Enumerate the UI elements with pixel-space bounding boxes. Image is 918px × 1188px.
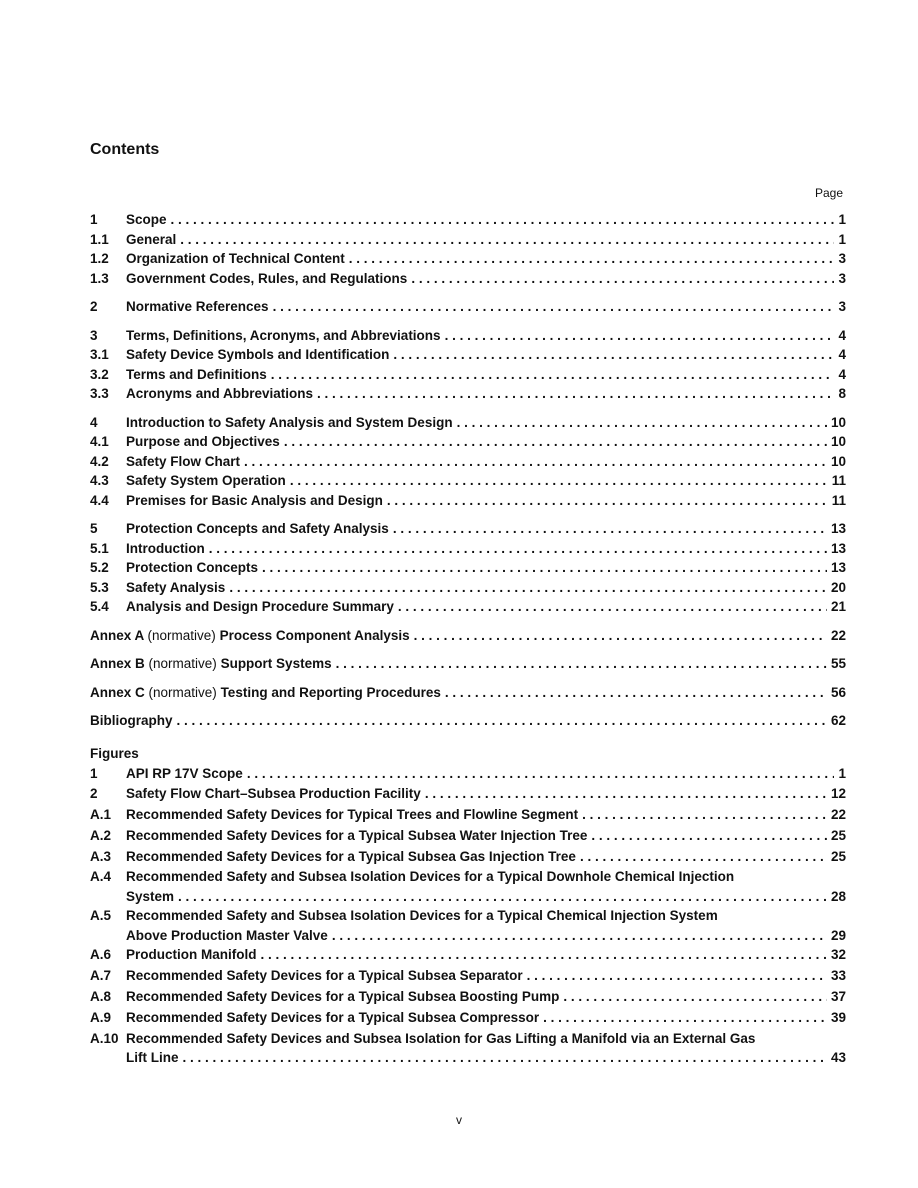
dot-leader <box>445 685 827 700</box>
entry-title: Analysis and Design Procedure Summary <box>126 599 394 614</box>
figure-entry[interactable] <box>90 869 846 908</box>
dot-leader <box>290 473 828 488</box>
entry-number: A.1 <box>90 807 112 823</box>
dot-leader <box>527 968 827 983</box>
entry-title: API RP 17V Scope <box>126 765 243 781</box>
figure-entry[interactable] <box>90 849 846 870</box>
entry-title: Recommended Safety Devices for a Typical Subsea Gas Injection Tree <box>126 848 576 864</box>
annex-title: Testing and Reporting Procedures <box>220 684 441 700</box>
entry-page: 39 <box>830 1009 846 1025</box>
dot-leader <box>180 232 834 247</box>
figure-entry[interactable] <box>90 989 846 1010</box>
toc-entry[interactable] <box>90 328 846 348</box>
entry-number: A.2 <box>90 827 112 843</box>
entry-number: 4.1 <box>90 434 109 449</box>
entry-title: Production Manifold <box>126 947 257 963</box>
annex-label: Annex A <box>90 627 144 643</box>
entry-number: A.10 <box>90 1030 119 1046</box>
entry-title: Recommended Safety Devices for a Typical Subsea Water Injection Tree <box>126 827 588 843</box>
dot-leader <box>543 1010 827 1025</box>
entry-page: 29 <box>830 927 846 943</box>
annex-entry[interactable] <box>90 685 846 705</box>
annex-label: Annex C <box>90 684 145 700</box>
entry-title: Recommended Safety Devices for a Typical Subsea Boosting Pump <box>126 989 560 1005</box>
entry-title: Organization of Technical Content <box>126 251 345 266</box>
entry-number: 1 <box>90 765 98 781</box>
toc-entry[interactable] <box>90 454 846 474</box>
entry-number: 1.2 <box>90 251 109 266</box>
dot-leader <box>591 828 827 843</box>
entry-page: 62 <box>830 713 846 728</box>
toc-entry[interactable] <box>90 599 846 619</box>
figure-entry[interactable] <box>90 807 846 828</box>
dot-leader <box>425 786 827 801</box>
dot-leader <box>284 434 827 449</box>
annex-entry[interactable] <box>90 656 846 676</box>
entry-page: 4 <box>838 327 846 343</box>
annex-qualifier: (normative) <box>148 684 217 700</box>
entry-page: 3 <box>838 270 846 286</box>
annex-title: Process Component Analysis <box>219 627 410 643</box>
figure-entry[interactable] <box>90 947 846 968</box>
dot-leader <box>398 599 827 614</box>
dot-leader <box>580 849 827 864</box>
dot-leader <box>262 560 827 575</box>
entry-page: 4 <box>838 366 846 382</box>
entry-title: Recommended Safety Devices and Subsea Isolation for Gas Lifting a Manifold via an External Gas <box>126 1030 756 1046</box>
toc-entry[interactable] <box>90 232 846 252</box>
entry-page: 4 <box>838 347 846 362</box>
entry-title: Safety Analysis <box>126 579 226 595</box>
entry-number: A.8 <box>90 989 112 1005</box>
entry-page: 22 <box>830 627 846 643</box>
entry-title: Protection Concepts <box>126 560 259 575</box>
dot-leader <box>445 328 834 343</box>
dot-leader <box>332 928 827 943</box>
page-number: v <box>456 1113 462 1127</box>
entry-title: Government Codes, Rules, and Regulations <box>126 270 408 286</box>
entry-page: 12 <box>830 786 846 802</box>
annex-qualifier: (normative) <box>148 656 217 671</box>
entry-page: 3 <box>838 299 846 314</box>
entry-title: Recommended Safety and Subsea Isolation Devices for a Typical Downhole Chemical Injection <box>126 869 735 885</box>
entry-page: 11 <box>831 473 846 488</box>
entry-title: Recommended Safety Devices for a Typical Subsea Compressor <box>126 1009 540 1025</box>
entry-page: 22 <box>830 807 846 823</box>
entry-page: 28 <box>830 888 846 904</box>
toc-entry[interactable] <box>90 212 846 232</box>
page-title: Contents <box>90 141 160 158</box>
figures-heading: Figures <box>90 745 139 761</box>
entry-page: 10 <box>830 414 846 430</box>
entry-page: 1 <box>838 212 846 227</box>
entry-page: 13 <box>830 540 846 556</box>
figure-entry[interactable] <box>90 1010 846 1031</box>
entry-page: 37 <box>830 989 846 1005</box>
entry-page: 3 <box>838 251 846 266</box>
toc-entry[interactable] <box>90 271 846 291</box>
dot-leader <box>349 251 834 266</box>
entry-page: 25 <box>830 848 846 864</box>
entry-number: 5.2 <box>90 560 109 575</box>
dot-leader <box>317 386 834 401</box>
entry-title-continued: System <box>126 888 175 904</box>
entry-number: 2 <box>90 786 98 802</box>
entry-title <box>90 685 441 700</box>
entry-title: Introduction <box>126 540 205 556</box>
toc-entry[interactable] <box>90 560 846 580</box>
entry-page: 56 <box>830 684 846 700</box>
entry-number: 3.2 <box>90 366 109 382</box>
entry-title: Bibliography <box>90 713 173 728</box>
toc-entry[interactable] <box>90 541 846 561</box>
dot-leader <box>414 628 827 643</box>
entry-page: 10 <box>830 453 846 469</box>
entry-number: A.5 <box>90 908 112 924</box>
entry-number: 4.2 <box>90 453 109 469</box>
entry-title: General <box>126 231 177 247</box>
entry-number: 5.1 <box>90 540 109 556</box>
dot-leader <box>457 415 827 430</box>
toc-entry[interactable] <box>90 347 846 367</box>
entry-page: 55 <box>830 656 846 671</box>
entry-page: 32 <box>830 947 846 963</box>
entry-page: 8 <box>838 386 846 401</box>
figure-entry[interactable] <box>90 786 846 807</box>
entry-title <box>90 656 332 671</box>
toc-entry[interactable] <box>90 367 846 387</box>
entry-title-continued: Above Production Master Valve <box>126 927 328 943</box>
entry-number: 4 <box>90 414 98 430</box>
dot-leader <box>582 807 827 822</box>
dot-leader <box>183 1050 827 1065</box>
entry-number: 4.3 <box>90 473 109 488</box>
toc-entry[interactable] <box>90 434 846 454</box>
entry-title: Terms, Definitions, Acronyms, and Abbreviations <box>126 327 441 343</box>
entry-page: 20 <box>830 579 846 595</box>
entry-title: Scope <box>126 212 167 227</box>
entry-title: Normative References <box>126 299 269 314</box>
dot-leader <box>271 367 834 382</box>
dot-leader <box>177 713 827 728</box>
entry-number: A.7 <box>90 968 112 984</box>
annex-label: Annex B <box>90 656 145 671</box>
dot-leader <box>209 541 827 556</box>
dot-leader <box>393 347 834 362</box>
entry-number: 4.4 <box>90 492 109 508</box>
entry-number: 2 <box>90 299 98 314</box>
toc-entry[interactable] <box>90 521 846 541</box>
entry-title-continued: Lift Line <box>126 1050 179 1066</box>
dot-leader <box>247 766 834 781</box>
annex-entry[interactable] <box>90 628 846 648</box>
annex-qualifier: (normative) <box>147 627 216 643</box>
figure-entry[interactable] <box>90 828 846 849</box>
entry-number: 3.1 <box>90 347 109 362</box>
dot-leader <box>261 947 827 962</box>
figure-entry[interactable] <box>90 968 846 989</box>
entry-number: 3.3 <box>90 386 109 401</box>
entry-title: Purpose and Objectives <box>126 434 280 449</box>
entry-title: Recommended Safety Devices for Typical Trees and Flowline Segment <box>126 807 579 823</box>
entry-title: Premises for Basic Analysis and Design <box>126 492 383 508</box>
figure-entry[interactable] <box>90 908 846 947</box>
entry-title: Introduction to Safety Analysis and System Design <box>126 414 453 430</box>
entry-number: 1.3 <box>90 270 109 286</box>
entry-page: 1 <box>838 765 846 781</box>
entry-number: 3 <box>90 327 98 343</box>
annex-title: Support Systems <box>220 656 332 671</box>
entry-page: 13 <box>830 560 846 575</box>
entry-page: 25 <box>830 827 846 843</box>
entry-number: A.9 <box>90 1009 112 1025</box>
dot-leader <box>178 889 827 904</box>
entry-title: Safety Flow Chart <box>126 453 241 469</box>
entry-number: A.4 <box>90 869 112 885</box>
table-of-contents <box>90 212 846 1070</box>
figure-entry[interactable] <box>90 766 846 787</box>
bibliography-entry[interactable] <box>90 713 846 733</box>
toc-entry[interactable] <box>90 251 846 271</box>
toc-entry[interactable] <box>90 473 846 493</box>
dot-leader <box>244 454 827 469</box>
toc-entry[interactable] <box>90 299 846 319</box>
entry-page: 43 <box>830 1050 846 1066</box>
dot-leader <box>336 656 827 671</box>
entry-number: A.3 <box>90 848 112 864</box>
toc-entry[interactable] <box>90 580 846 600</box>
toc-entry[interactable] <box>90 493 846 513</box>
dot-leader <box>411 271 834 286</box>
entry-page: 1 <box>838 231 846 247</box>
entry-number: 5.4 <box>90 599 109 614</box>
dot-leader <box>273 299 834 314</box>
entry-title: Recommended Safety Devices for a Typical Subsea Separator <box>126 968 523 984</box>
entry-title: Safety Device Symbols and Identification <box>126 347 390 362</box>
page-column-label: Page <box>814 186 843 200</box>
dot-leader <box>387 493 828 508</box>
entry-number: 1.1 <box>90 231 109 247</box>
entry-title: Safety System Operation <box>126 473 286 488</box>
entry-number: 1 <box>90 212 98 227</box>
entry-title <box>90 628 410 643</box>
entry-page: 11 <box>831 492 846 508</box>
dot-leader <box>563 989 827 1004</box>
entry-number: 5 <box>90 521 98 536</box>
toc-entry[interactable] <box>90 386 846 406</box>
toc-entry[interactable] <box>90 415 846 435</box>
entry-page: 33 <box>830 968 846 984</box>
dot-leader <box>229 580 827 595</box>
entry-number: 5.3 <box>90 579 109 595</box>
entry-title: Terms and Definitions <box>126 366 267 382</box>
entry-page: 21 <box>830 599 846 614</box>
dot-leader <box>393 521 827 536</box>
entry-page: 13 <box>830 521 846 536</box>
entry-title: Recommended Safety and Subsea Isolation Devices for a Typical Chemical Injection System <box>126 908 718 924</box>
entry-number: A.6 <box>90 947 112 963</box>
entry-title: Safety Flow Chart–Subsea Production Facility <box>126 786 421 802</box>
entry-title: Acronyms and Abbreviations <box>126 386 314 401</box>
entry-page: 10 <box>830 434 846 449</box>
figure-entry[interactable] <box>90 1031 846 1070</box>
dot-leader <box>171 212 834 227</box>
entry-title: Protection Concepts and Safety Analysis <box>126 521 389 536</box>
